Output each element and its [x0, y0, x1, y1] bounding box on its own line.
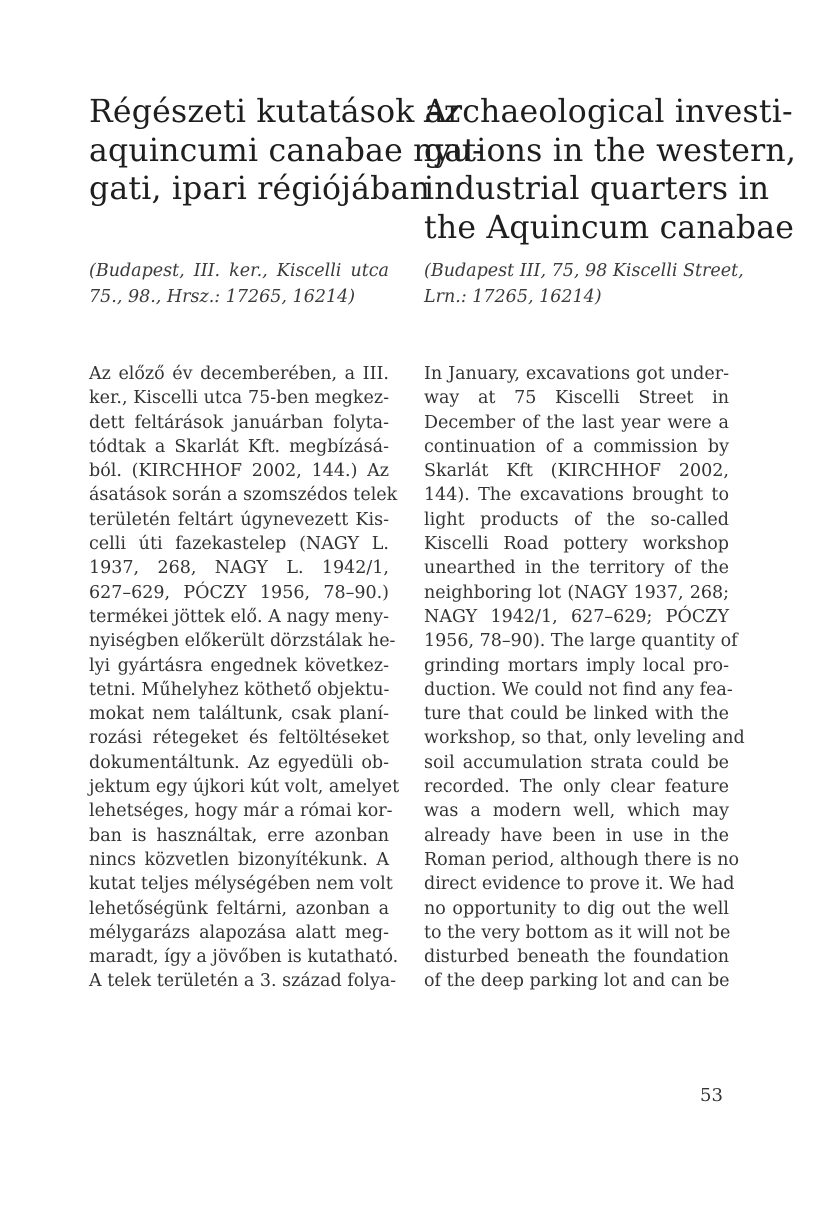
title-line: gations in the western, — [424, 132, 797, 169]
body-line: tódtak a Skarlát Kft. megbízásá- — [89, 436, 389, 457]
body-line: grinding mortars imply local pro- — [424, 655, 729, 676]
body-line: rozási rétegeket és feltöltéseket — [89, 728, 389, 749]
body-line: lyi gyártásra engednek következ- — [89, 655, 389, 676]
body-line: was a modern well, which may — [424, 801, 729, 822]
location-line: (Budapest III, 75, 98 Kiscelli Street, — [424, 261, 744, 281]
body-line: December of the last year were a — [424, 412, 729, 433]
body-line: dokumentáltunk. Az egyedüli ob- — [89, 752, 389, 773]
title-line: aquincumi canabae nyu- — [89, 132, 483, 169]
body-line: direct evidence to prove it. We had — [424, 874, 735, 895]
body-line: disturbed beneath the foundation — [424, 947, 729, 968]
body-line: workshop, so that, only leveling and — [424, 728, 745, 749]
body-line: nyiségben előkerült dörzstálak he- — [89, 631, 396, 652]
title-line: Archaeological investi- — [424, 94, 793, 130]
body-line: tetni. Műhelyhez köthető objektu- — [89, 679, 390, 700]
body-line: ture that could be linked with the — [424, 704, 729, 725]
body-line: duction. We could not find any fea- — [424, 679, 733, 700]
body-line: ban is használtak, erre azonban — [89, 825, 389, 846]
body-line: Az előző év decemberében, a III. — [89, 364, 389, 384]
hungarian-body — [89, 362, 400, 994]
body-line: lehetőségünk feltárni, azonban a — [89, 898, 389, 919]
location-line: 75., 98., Hrsz.: 17265, 16214) — [89, 287, 356, 307]
body-line: light products of the so-called — [424, 509, 729, 530]
body-line: maradt, így a jövőben is kutatható. — [89, 947, 399, 968]
body-line: continuation of a commission by — [424, 436, 729, 457]
body-line: lehetséges, hogy már a római kor- — [89, 801, 393, 822]
location-line: (Budapest, III. ker., Kiscelli utca — [89, 261, 389, 281]
body-line: ásatások során a szomszédos telek — [89, 485, 398, 506]
title-line: the Aquincum canabae — [424, 209, 795, 246]
body-line: A telek területén a 3. század folya- — [89, 971, 397, 992]
title-line: gati, ipari régiójában — [89, 171, 430, 207]
page-number: 53 — [700, 1085, 723, 1106]
body-line: soil accumulation strata could be — [424, 752, 729, 773]
body-line: Roman period, although there is no — [424, 849, 740, 870]
title-line: Régészeti kutatások az — [89, 94, 461, 130]
body-line: Kiscelli Road pottery workshop — [424, 534, 729, 555]
body-line: no opportunity to dig out the well — [424, 898, 729, 919]
body-line: way at 75 Kiscelli Street in — [424, 388, 729, 409]
body-line: 1956, 78–90). The large quantity of — [424, 631, 738, 652]
body-line: kutat teljes mélységében nem volt — [89, 874, 393, 895]
body-line: NAGY 1942/1, 627–629; PÓCZY — [424, 606, 729, 627]
body-line: termékei jöttek elő. A nagy meny- — [89, 606, 389, 627]
body-line: ker., Kiscelli utca 75-ben megkez- — [89, 388, 389, 409]
body-line: jektum egy újkori kút volt, amelyet — [89, 777, 400, 798]
body-line: of the deep parking lot and can be — [424, 971, 730, 992]
body-line: 1937, 268, NAGY L. 1942/1, — [89, 558, 389, 579]
body-line: ból. (KIRCHHOF 2002, 144.) Az — [89, 461, 389, 482]
location-line: Lrn.: 17265, 16214) — [424, 287, 602, 307]
body-line: mélygarázs alapozása alatt meg- — [89, 922, 389, 943]
english-body — [424, 362, 745, 994]
body-line: celli úti fazekastelep (NAGY L. — [89, 534, 389, 555]
english-location — [424, 258, 744, 310]
body-line: In January, excavations got under- — [424, 364, 729, 384]
title-line: industrial quarters in — [424, 171, 770, 207]
body-line: 144). The excavations brought to — [424, 485, 729, 506]
body-line: 627–629, PÓCZY 1956, 78–90.) — [89, 582, 389, 603]
body-line: dett feltárások januárban folyta- — [89, 412, 389, 433]
body-line: unearthed in the territory of the — [424, 558, 729, 579]
hungarian-title — [89, 93, 483, 209]
body-line: to the very bottom as it will not be — [424, 922, 731, 943]
body-line: területén feltárt úgynevezett Kis- — [89, 509, 389, 530]
body-line: already have been in use in the — [424, 825, 729, 846]
body-line: Skarlát Kft (KIRCHHOF 2002, — [424, 461, 729, 482]
body-line: recorded. The only clear feature — [424, 777, 729, 798]
english-title — [424, 93, 797, 247]
body-line: nincs közvetlen bizonyítékunk. A — [89, 849, 389, 870]
body-line: mokat nem találtunk, csak planí- — [89, 704, 389, 725]
body-line: neighboring lot (NAGY 1937, 268; — [424, 582, 729, 603]
hungarian-location — [89, 258, 389, 310]
